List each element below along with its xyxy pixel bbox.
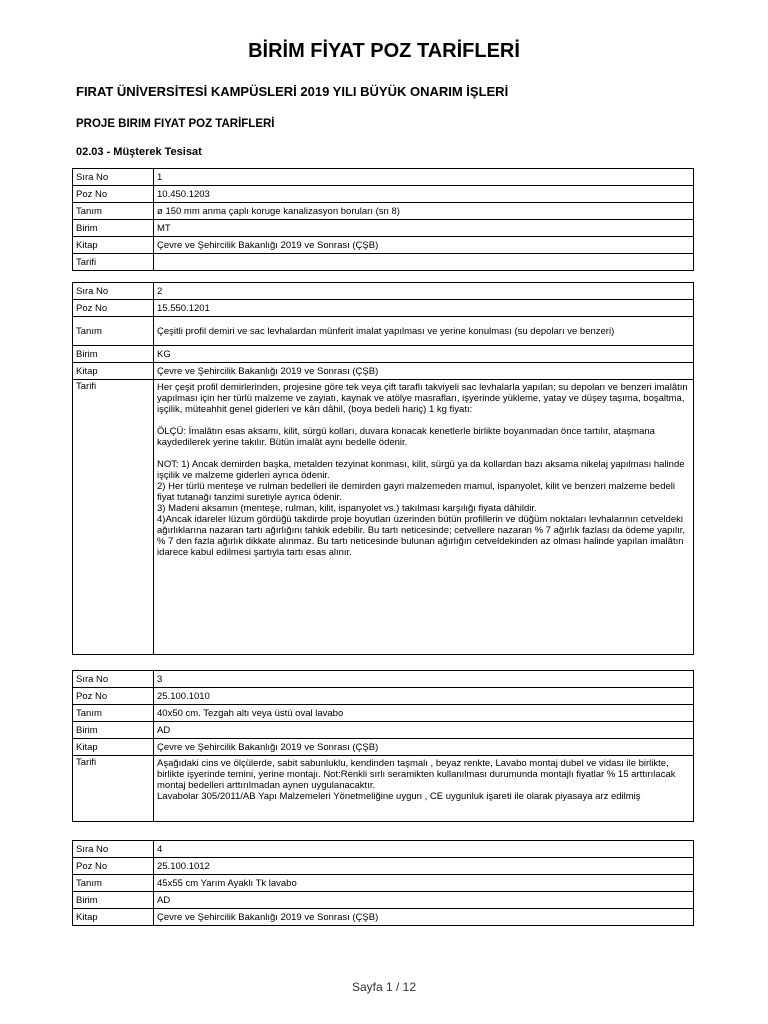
label-poz-no: Poz No xyxy=(73,688,154,705)
label-poz-no: Poz No xyxy=(73,300,154,317)
label-kitap: Kitap xyxy=(73,909,154,926)
label-birim: Birim xyxy=(73,346,154,363)
value-poz-no: 25.100.1010 xyxy=(154,688,694,705)
value-tarifi xyxy=(154,254,694,271)
label-poz-no: Poz No xyxy=(73,186,154,203)
label-tanim: Tanım xyxy=(73,317,154,346)
value-sira-no: 3 xyxy=(154,671,694,688)
poz-table-1 xyxy=(72,168,694,271)
poz-table-2 xyxy=(72,282,694,655)
poz-table-3 xyxy=(72,670,694,822)
label-sira-no: Sıra No xyxy=(73,283,154,300)
label-sira-no: Sıra No xyxy=(73,169,154,186)
value-tanim: ø 150 mm anma çaplı koruge kanalizasyon boruları (sn 8) xyxy=(154,203,694,220)
label-poz-no: Poz No xyxy=(73,858,154,875)
label-sira-no: Sıra No xyxy=(73,841,154,858)
value-birim: KG xyxy=(154,346,694,363)
value-sira-no: 1 xyxy=(154,169,694,186)
value-tanim: 40x50 cm. Tezgah altı veya üstü oval lavabo xyxy=(154,705,694,722)
label-tarifi: Tarifi xyxy=(73,756,154,822)
label-kitap: Kitap xyxy=(73,237,154,254)
value-tanim: 45x55 cm Yarım Ayaklı Tk lavabo xyxy=(154,875,694,892)
value-birim: MT xyxy=(154,220,694,237)
value-birim: AD xyxy=(154,722,694,739)
label-kitap: Kitap xyxy=(73,363,154,380)
label-sira-no: Sıra No xyxy=(73,671,154,688)
value-birim: AD xyxy=(154,892,694,909)
label-tarifi: Tarifi xyxy=(73,254,154,271)
label-tanim: Tanım xyxy=(73,705,154,722)
value-tarifi: Her çeşit profil demirlerinden, projesine göre tek veya çift taraflı takviyeli sac levhalarla yapılan; su depoları ve benzeri imalâtın yapılması için her türlü malzeme ve zayiatı, kaynak ve atölye masrafları, işyerinde yükleme, yatay ve düşey taşıma, boşaltma, işçilik, müteahhit genel giderleri ve kârı dâhil, (boya bedeli hariç) 1 kg fiyatı: ÖLÇÜ: İmalâtın esas aksamı, kilit, sürgü kolları, duvara konacak kenetlerle birlikte boyanmadan önce tartılır, ataşmana kaydedilerek yerine takılır. Bütün imalât aynı bedelle ödenir. NOT: 1) Ancak demirden başka, metalden tezyinat konması, kilit, sürgü ya da kollardan bazı aksama nikelaj yapılması halinde işçilik ve malzeme giderleri ayrıca ödenir. 2) Her türlü menteşe ve rulman bedelleri ile demirden gayri malzemeden mamul, ispanyolet, kilit ve benzeri malzeme bedeli fiyat tutanağı tanzimi suretiyle ayrıca ödenir. 3) Madeni aksamın (menteşe, rulman, kilit, ispanyolet vs.) takılması karşılığı fiyata dâhildir. 4)Ancak idareler lüzum gördüğü takdirde proje boyutları üzerinden bütün profillerin ve düğüm noktaları levhalarının cetveldeki ağırlıklarına nazaran tartı ağırlığını tahkik edebilir. Bu tartı neticesinde; cetvellere nazaran % 7 ağırlık fazlası da ödeme yapılır, % 7 den fazla ağırlık dikkate alınmaz. Bu tartı neticesinde bulunan ağırlığın cetveldekinden az olması halinde yapılan imalâtın idarece kabul edilmesi şartıyla tartı esas alınır. xyxy=(154,380,694,655)
label-birim: Birim xyxy=(73,722,154,739)
value-kitap: Çevre ve Şehircilik Bakanlığı 2019 ve Sonrası (ÇŞB) xyxy=(154,739,694,756)
value-tanim: Çeşitli profil demiri ve sac levhalardan münferit imalat yapılması ve yerine konulması (su depoları ve benzeri) xyxy=(154,317,694,346)
value-tarifi: Aşağıdaki cins ve ölçülerde, sabit sabunluklu, kendinden taşmalı , beyaz renkte, Lavabo montaj dubel ve vidası ile birlikte, birlikte işyerinde temini, yerine montajı. Not:Renkli sırlı seramikten kullanılması durumunda montajlı fiyatlar % 15 arttırılacak montaj bedelleri arttırılmadan aynen uygulanacaktır. Lavabolar 305/2011/AB Yapı Malzemeleri Yönetmeliğine uygun , CE uygunluk işareti ile olarak piyasaya arz edilmiş xyxy=(154,756,694,822)
label-tanim: Tanım xyxy=(73,875,154,892)
page-number: Sayfa 1 / 12 xyxy=(351,980,417,994)
document-subtitle: FIRAT ÜNİVERSİTESİ KAMPÜSLERİ 2019 YILI BÜYÜK ONARIM İŞLERİ xyxy=(76,84,509,99)
document-title: BİRİM FİYAT POZ TARİFLERİ xyxy=(248,40,520,62)
value-kitap: Çevre ve Şehircilik Bakanlığı 2019 ve Sonrası (ÇŞB) xyxy=(154,237,694,254)
value-kitap: Çevre ve Şehircilik Bakanlığı 2019 ve Sonrası (ÇŞB) xyxy=(154,909,694,926)
value-poz-no: 10.450.1203 xyxy=(154,186,694,203)
section-heading: 02.03 - Müşterek Tesisat xyxy=(76,146,202,158)
value-sira-no: 2 xyxy=(154,283,694,300)
label-tanim: Tanım xyxy=(73,203,154,220)
value-kitap: Çevre ve Şehircilik Bakanlığı 2019 ve Sonrası (ÇŞB) xyxy=(154,363,694,380)
label-birim: Birim xyxy=(73,892,154,909)
value-poz-no: 25.100.1012 xyxy=(154,858,694,875)
label-kitap: Kitap xyxy=(73,739,154,756)
project-label: PROJE BIRIM FIYAT POZ TARİFLERİ xyxy=(76,118,275,130)
value-poz-no: 15.550.1201 xyxy=(154,300,694,317)
value-sira-no: 4 xyxy=(154,841,694,858)
label-tarifi: Tarifi xyxy=(73,380,154,655)
label-birim: Birim xyxy=(73,220,154,237)
poz-table-4 xyxy=(72,840,694,926)
